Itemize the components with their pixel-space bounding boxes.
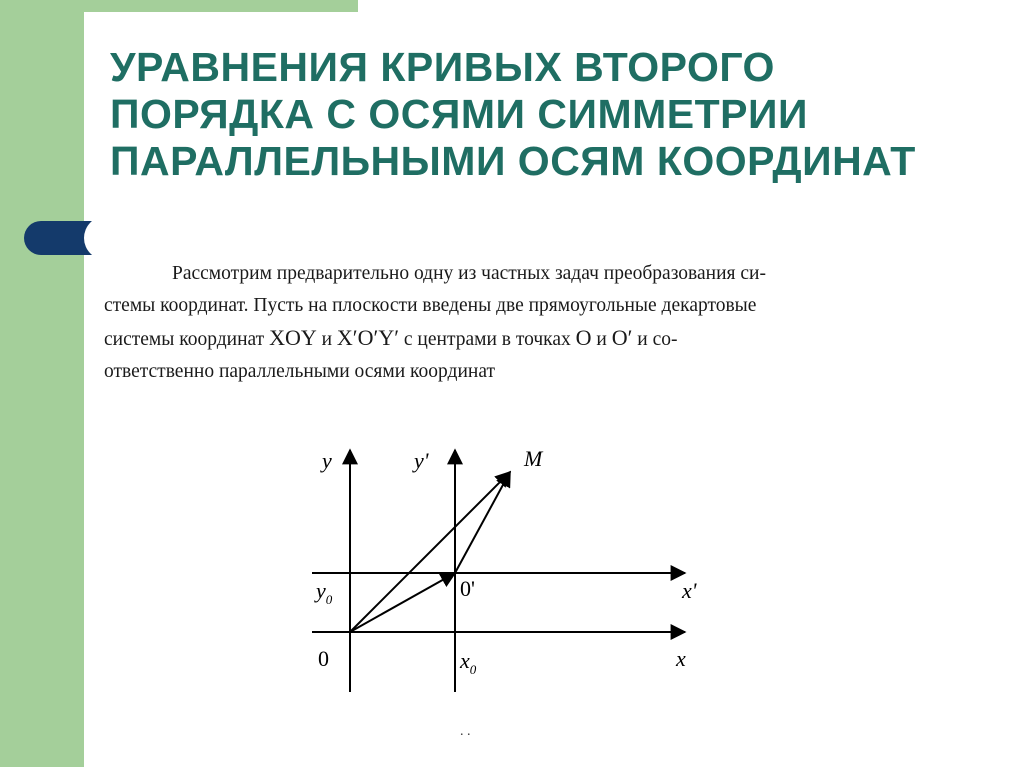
slide-title: УРАВНЕНИЯ КРИВЫХ ВТОРОГО ПОРЯДКА С ОСЯМИ СИММЕТРИИ ПАРАЛЛЕЛЬНЫМИ ОСЯМ КООРДИНАТ bbox=[110, 44, 916, 184]
paragraph-line-1: Рассмотрим предварительно одну из частных задач преобразования си- bbox=[172, 263, 766, 284]
math-xoy: XOY bbox=[269, 325, 317, 350]
label-y: y bbox=[322, 448, 332, 473]
vector-om bbox=[350, 472, 510, 632]
paragraph-line-4: ответственно параллельными осями координат bbox=[104, 361, 495, 382]
top-band bbox=[84, 0, 358, 12]
footer-marks: . . bbox=[460, 724, 471, 739]
label-x: x bbox=[676, 646, 686, 671]
coordinate-diagram bbox=[300, 430, 720, 700]
side-band bbox=[0, 0, 84, 767]
intro-paragraph bbox=[104, 258, 934, 388]
label-x-prime: x' bbox=[682, 578, 697, 603]
label-m: M bbox=[524, 446, 543, 471]
label-y-prime: y' bbox=[414, 448, 429, 473]
label-x0: $x_0$ bbox=[460, 648, 477, 677]
label-o-prime: 0' bbox=[460, 576, 475, 601]
vector-oo-prime bbox=[350, 573, 455, 632]
vector-o-prime-m bbox=[455, 472, 510, 573]
paragraph-line-3: системы координат XOY и X′O′Y′ с центрами в точках O и O′ и со- bbox=[104, 325, 678, 350]
label-o: 0 bbox=[318, 646, 329, 671]
math-xoy-prime: X′O′Y′ bbox=[336, 325, 400, 350]
paragraph-line-2: стемы координат. Пусть на плоскости введены две прямоугольные декартовые bbox=[104, 295, 757, 316]
math-o: O bbox=[575, 325, 592, 350]
label-y0: $y_0$ bbox=[316, 578, 333, 607]
math-o-prime: O′ bbox=[611, 325, 633, 350]
